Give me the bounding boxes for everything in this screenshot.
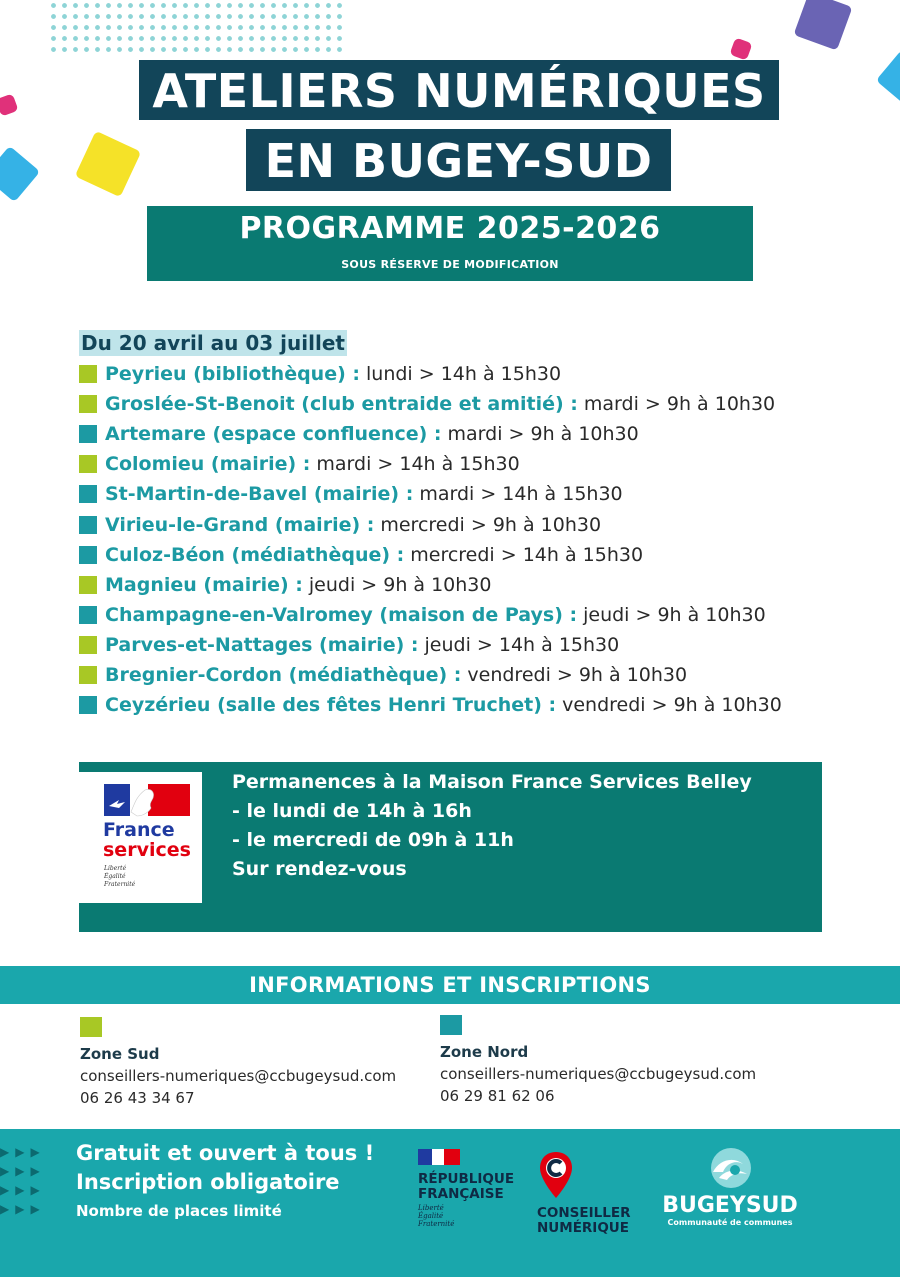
schedule-place: Magnieu (mairie) : (105, 573, 303, 596)
fs-logo-motto (104, 865, 135, 889)
decor-pink-square-left (0, 93, 19, 116)
programme-subtitle: SOUS RÉSERVE DE MODIFICATION (341, 258, 559, 271)
permanence-text (232, 768, 752, 884)
schedule-place: St-Martin-de-Bavel (mairie) : (105, 483, 414, 506)
permanence-line-2: - le lundi de 14h à 16h (232, 800, 472, 822)
permanence-line-3: - le mercredi de 09h à 11h (232, 829, 514, 851)
schedule-item (79, 419, 869, 449)
marianne-flag-icon-small (418, 1149, 460, 1165)
zone-nord-email[interactable]: conseillers-numeriques@ccbugeysud.com (440, 1065, 757, 1083)
schedule-bullet-green (79, 395, 97, 413)
zone-nord-name: Zone Nord (440, 1043, 529, 1061)
schedule-time: jeudi > 9h à 10h30 (308, 573, 492, 596)
schedule-bullet-teal (79, 546, 97, 564)
rf-motto-1: Liberté (418, 1204, 444, 1212)
page-title-line1: ATELIERS NUMÉRIQUES (139, 60, 779, 120)
bugeysud-logo (662, 1146, 806, 1228)
arrow-pattern-icon: ▶▶▶ ▶▶▶ ▶▶▶ ▶▶▶ (0, 1145, 46, 1216)
schedule-place: Peyrieu (bibliothèque) : (105, 363, 360, 386)
schedule-time: mercredi > 14h à 15h30 (410, 543, 644, 566)
permanence-line-1: Permanences à la Maison France Services Belley (232, 771, 752, 793)
bugeysud-name: BUGEYSUD (662, 1193, 798, 1218)
france-services-logo (79, 772, 202, 903)
schedule-item (79, 449, 869, 479)
schedule-bullet-green (79, 636, 97, 654)
schedule-place: Artemare (espace confluence) : (105, 423, 442, 446)
zone-nord-marker (440, 1015, 462, 1035)
info-heading: INFORMATIONS ET INSCRIPTIONS (0, 966, 900, 1004)
schedule-time: lundi > 14h à 15h30 (366, 363, 562, 386)
schedule-bullet-green (79, 365, 97, 383)
schedule-bullet-green (79, 455, 97, 473)
schedule-item (79, 660, 869, 690)
cn-line2: NUMÉRIQUE (537, 1220, 629, 1236)
schedule-time: mardi > 9h à 10h30 (447, 423, 639, 446)
zone-sud-name: Zone Sud (80, 1045, 160, 1063)
schedule-item (79, 570, 869, 600)
schedule-item (79, 479, 869, 509)
zone-nord (440, 1015, 756, 1107)
zone-sud-marker (80, 1017, 102, 1037)
schedule-place: Colomieu (mairie) : (105, 453, 311, 476)
republique-francaise-logo (418, 1149, 518, 1228)
schedule-list (79, 359, 869, 720)
schedule-place: Groslée-St-Benoit (club entraide et amitié) : (105, 393, 578, 416)
zone-sud-email[interactable]: conseillers-numeriques@ccbugeysud.com (80, 1067, 397, 1085)
schedule-bullet-teal (79, 516, 97, 534)
schedule-period: Du 20 avril au 03 juillet (81, 331, 345, 355)
decor-blue-square-left (0, 146, 40, 202)
footer-line-1: Gratuit et ouvert à tous ! (76, 1141, 375, 1165)
schedule-time: mardi > 14h à 15h30 (419, 483, 623, 506)
programme-title: PROGRAMME 2025-2026 (239, 211, 661, 246)
footer-line-2: Inscription obligatoire (76, 1170, 340, 1194)
rf-motto-2: Égalité (418, 1212, 444, 1220)
footer-line-3: Nombre de places limité (76, 1202, 282, 1220)
bugeysud-tagline: Communauté de communes (667, 1218, 793, 1227)
schedule-bullet-teal (79, 606, 97, 624)
schedule-bullet-teal (79, 485, 97, 503)
schedule-place: Bregnier-Cordon (médiathèque) : (105, 663, 462, 686)
decor-yellow-square (75, 131, 141, 197)
footer-text (76, 1139, 374, 1225)
schedule-place: Virieu-le-Grand (mairie) : (105, 513, 375, 536)
dot-pattern (48, 0, 344, 52)
schedule-bullet-green (79, 576, 97, 594)
rf-line1: RÉPUBLIQUE (418, 1171, 515, 1187)
rf-motto-3: Fraternité (418, 1220, 455, 1228)
schedule-time: jeudi > 14h à 15h30 (424, 633, 620, 656)
decor-blue-square-right (876, 50, 900, 106)
decor-pink-square (729, 37, 752, 60)
schedule-item (79, 509, 869, 539)
schedule-time: mardi > 14h à 15h30 (316, 453, 520, 476)
programme-banner (147, 206, 753, 281)
schedule-time: mercredi > 9h à 10h30 (380, 513, 602, 536)
fs-logo-line1: France (103, 819, 175, 841)
schedule-item (79, 690, 869, 720)
wave-swirl-icon (709, 1146, 753, 1190)
rf-line2: FRANÇAISE (418, 1186, 504, 1202)
schedule-bullet-green (79, 666, 97, 684)
fs-logo-line2: services (103, 839, 191, 861)
schedule-bullet-teal (79, 425, 97, 443)
decor-purple-square (794, 0, 853, 50)
schedule-place: Ceyzérieu (salle des fêtes Henri Truchet) : (105, 694, 557, 717)
fs-motto-3: Fraternité (104, 881, 136, 888)
permanence-line-4: Sur rendez-vous (232, 858, 407, 880)
schedule-time: mardi > 9h à 10h30 (583, 393, 776, 416)
schedule-item (79, 630, 869, 660)
schedule-item (79, 359, 869, 389)
schedule-time: vendredi > 9h à 10h30 (562, 694, 782, 717)
schedule-item (79, 389, 869, 419)
schedule-place: Culoz-Béon (médiathèque) : (105, 543, 405, 566)
schedule-place: Champagne-en-Valromey (maison de Pays) : (105, 603, 578, 626)
fs-motto-1: Liberté (104, 865, 127, 872)
cn-line1: CONSEILLER (537, 1205, 631, 1221)
schedule-time: vendredi > 9h à 10h30 (467, 663, 688, 686)
fs-motto-2: Égalité (104, 873, 126, 880)
zone-sud-phone[interactable]: 06 26 43 34 67 (80, 1089, 195, 1107)
schedule-bullet-teal (79, 696, 97, 714)
schedule-place: Parves-et-Nattages (mairie) : (105, 633, 419, 656)
schedule-time: jeudi > 9h à 10h30 (583, 603, 766, 626)
schedule-item (79, 600, 869, 630)
zone-sud (80, 1017, 396, 1109)
rf-motto (418, 1204, 518, 1228)
zone-nord-phone[interactable]: 06 29 81 62 06 (440, 1087, 555, 1105)
schedule-item (79, 540, 869, 570)
page-title-line2: EN BUGEY-SUD (246, 129, 671, 191)
conseiller-numerique-logo (537, 1150, 647, 1236)
map-pin-icon (538, 1150, 574, 1202)
